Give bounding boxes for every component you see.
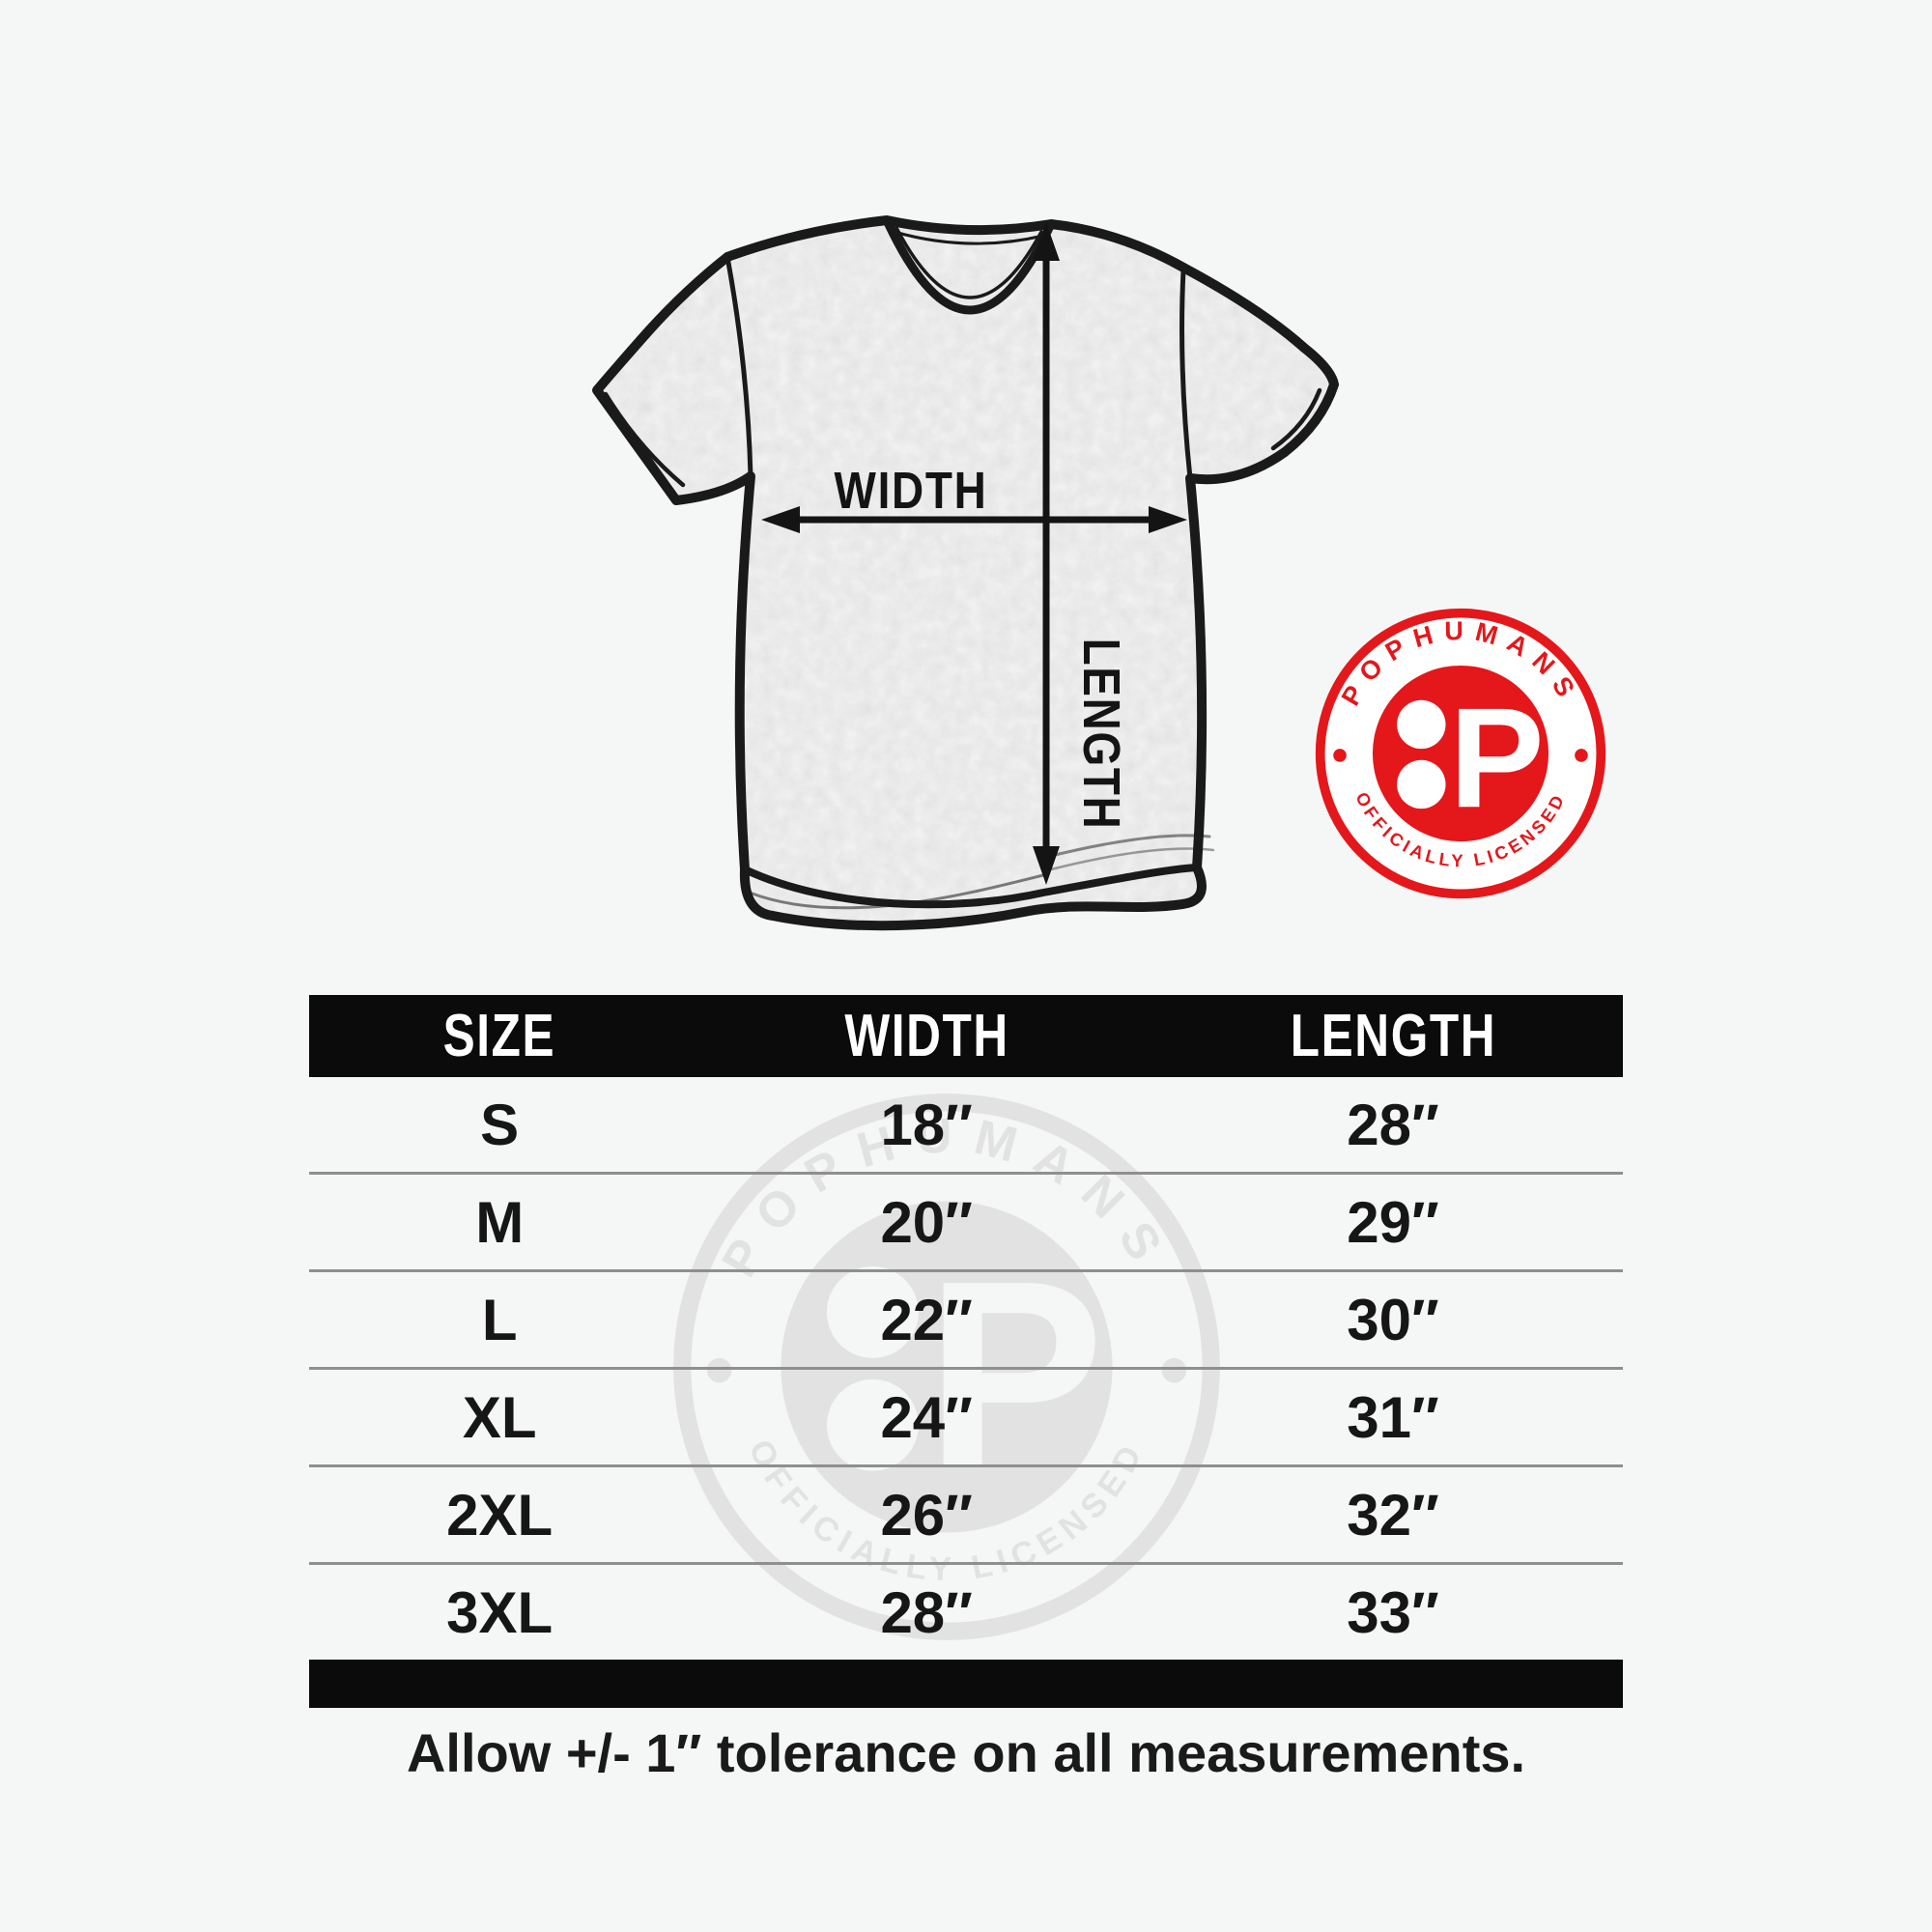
table-row-s xyxy=(309,1077,1623,1172)
width-cell: 18″ xyxy=(880,1092,973,1157)
tolerance-note: Allow +/- 1″ tolerance on all measurements. xyxy=(406,1722,1526,1783)
header-cell-length: LENGTH xyxy=(1290,1003,1496,1069)
length-cell: 31″ xyxy=(1347,1384,1439,1450)
size-cell: 3XL xyxy=(446,1579,554,1645)
width-label: WIDTH xyxy=(834,461,988,520)
size-cell: XL xyxy=(462,1384,537,1450)
width-cell: 22″ xyxy=(880,1287,973,1352)
table-row-l xyxy=(309,1269,1623,1367)
width-cell: 24″ xyxy=(880,1384,973,1450)
size-cell: S xyxy=(480,1092,520,1157)
header-cell-width: WIDTH xyxy=(843,1003,1009,1069)
tshirt-measurement-diagram xyxy=(541,193,1391,1005)
length-cell: 29″ xyxy=(1347,1189,1439,1255)
size-chart-table xyxy=(309,995,1623,1708)
table-row-3xl xyxy=(309,1562,1623,1660)
officially-licensed-badge xyxy=(1311,604,1610,903)
length-label: LENGTH xyxy=(1072,638,1131,831)
table-footer-bar xyxy=(309,1660,1623,1708)
width-cell: 28″ xyxy=(880,1579,973,1645)
size-cell: L xyxy=(481,1287,518,1352)
table-row-2xl xyxy=(309,1464,1623,1562)
width-label-group xyxy=(835,462,988,520)
table-row-xl xyxy=(309,1367,1623,1464)
size-cell: M xyxy=(475,1189,525,1255)
header-cell-size: SIZE xyxy=(442,1003,556,1069)
width-cell: 20″ xyxy=(880,1189,973,1255)
length-cell: 33″ xyxy=(1347,1579,1439,1645)
length-cell: 30″ xyxy=(1347,1287,1439,1352)
length-cell: 28″ xyxy=(1347,1092,1439,1157)
width-cell: 26″ xyxy=(880,1482,973,1548)
length-cell: 32″ xyxy=(1347,1482,1439,1548)
table-header-bar xyxy=(309,995,1623,1077)
length-label-group xyxy=(1072,639,1130,831)
size-cell: 2XL xyxy=(446,1482,554,1548)
table-row-m xyxy=(309,1172,1623,1269)
